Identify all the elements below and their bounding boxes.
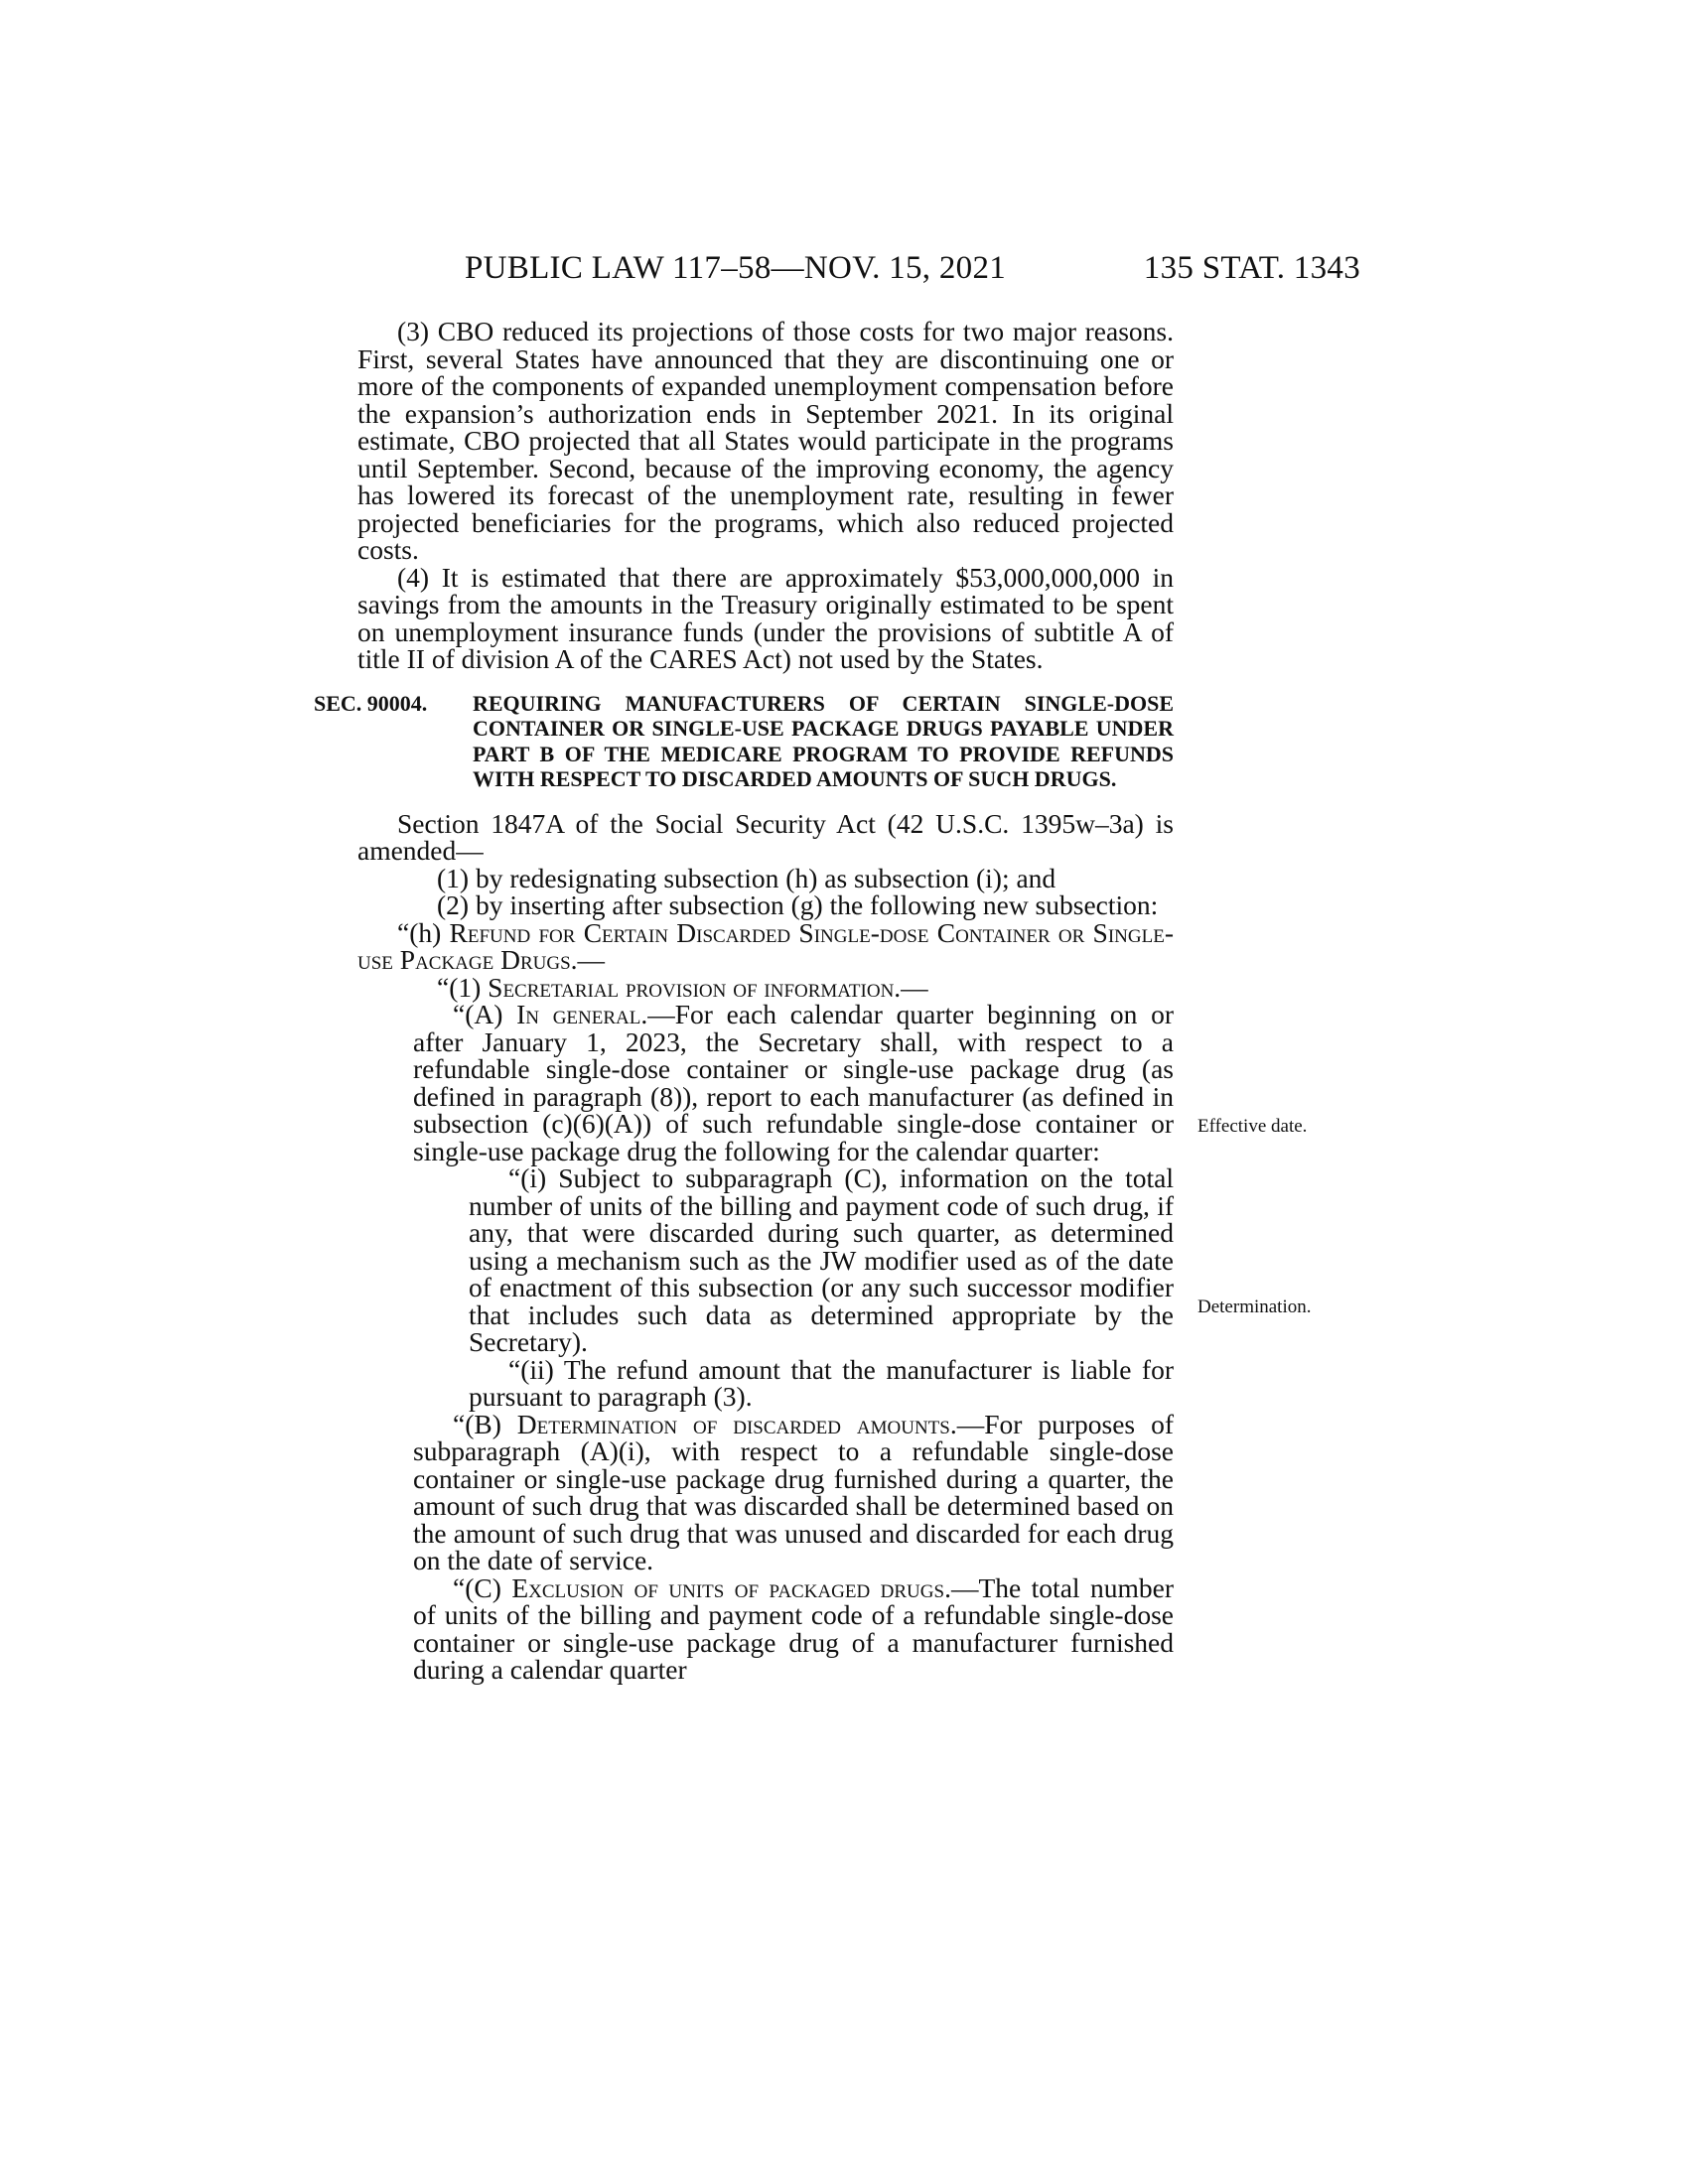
- subparagraph-b-text: For purposes of subparagraph (A)(i), with respect to a refundable single-dose container or single-use package drug furnished during a quarter, the amount of such drug that was discarded shall be determined based on the amount of such drug that was unused and discarded for each drug on the date of service.: [413, 1408, 1174, 1575]
- subsection-h-heading: Refund for Certain Discarded Single-dose Container or Single-use Package Drugs.—: [357, 916, 1174, 975]
- stat-page-number: 135 STAT. 1343: [1143, 250, 1360, 286]
- subparagraph-a-heading: In general.—: [516, 999, 675, 1029]
- subparagraph-c-prefix: “(C): [453, 1571, 512, 1603]
- public-law-title: PUBLIC LAW 117–58—NOV. 15, 2021: [465, 250, 1007, 286]
- paragraph-4: (4) It is estimated that there are approximately $53,000,000,000 in savings from the amounts in the Treasury originally estimated to be spent on unemployment insurance funds (under the provisions of subtitle A of title II of division A of the CARES Act) not used by the States.: [357, 561, 1174, 674]
- subparagraph-c: [357, 1571, 1174, 1685]
- page-header: [357, 246, 1360, 290]
- subparagraph-b: [357, 1408, 1174, 1575]
- paragraph-h1-prefix: “(1): [437, 971, 489, 1003]
- subsection-h-prefix: “(h): [397, 916, 450, 948]
- subparagraph-a: [357, 1001, 1174, 1164]
- amendment-item-2: (2) by inserting after subsection (g) the following new subsection:: [437, 889, 1159, 920]
- subsection-h: [357, 916, 1174, 975]
- section-title: REQUIRING MANUFACTURERS OF CERTAIN SINGLE-DOSE CONTAINER OR SINGLE-USE PACKAGE DRUGS PAYABLE UNDER PART B OF THE MEDICARE PROGRAM TO PROVIDE REFUNDS WITH RESPECT TO DISCARDED AMOUNTS OF SUCH DRUGS.: [473, 690, 1174, 791]
- subparagraph-c-text: The total number of units of the billing and payment code of a refundable single-dose container or single-use package drug of a manufacturer furnished during a calendar quarter: [413, 1571, 1174, 1685]
- law-body: [314, 316, 1174, 1685]
- section-heading: [314, 690, 1174, 792]
- paragraph-h1-heading: Secretarial provision of information.—: [488, 971, 928, 1003]
- subparagraph-a-text: For each calendar quarter beginning on or after January 1, 2023, the Secretary shall, with respect to a refundable single-dose container or single-use package drug (as defined in paragraph (8)), report to each manufacturer (as defined in subsection (c)(6)(A)) of such refundable single-dose container or single-use package drug the following for the calendar quarter:: [413, 999, 1174, 1166]
- amendment-item-1: (1) by redesignating subsection (h) as subsection (i); and: [437, 862, 1056, 893]
- paragraph-3: (3) CBO reduced its projections of those costs for two major reasons. First, several States have announced that they are discontinuing one or more of the components of expanded unemployment compensation before the expansion’s authorization ends in September 2021. In its original estimate, CBO projected that all States would participate in the programs until September. Second, because of the improving economy, the agency has lowered its forecast of the unemployment rate, resulting in fewer projected beneficiaries for the programs, which also reduced projected costs.: [357, 316, 1174, 565]
- section-intro: Section 1847A of the Social Security Act (42 U.S.C. 1395w–3a) is amended—: [357, 807, 1174, 866]
- section-number: SEC. 90004.: [314, 690, 428, 716]
- subparagraph-c-heading: Exclusion of units of packaged drugs.—: [511, 1571, 979, 1603]
- clause-i: “(i) Subject to subparagraph (C), information on the total number of units of the billing and payment code of such drug, if any, that were discarded during such quarter, as determined using a mechanism such as the JW modifier used as of the date of enactment of this subsection (or any such successor modifier that includes such data as determined appropriate by the Secretary).: [469, 1162, 1174, 1357]
- margin-note-effective-date: Effective date.: [1197, 1116, 1308, 1137]
- subparagraph-b-prefix: “(B): [453, 1408, 517, 1439]
- subparagraph-a-prefix: “(A): [453, 999, 517, 1029]
- clause-ii: “(ii) The refund amount that the manufacturer is liable for pursuant to paragraph (3).: [469, 1353, 1174, 1412]
- subparagraph-b-heading: Determination of discarded amounts.—: [516, 1408, 985, 1439]
- margin-note-determination: Determination.: [1197, 1297, 1312, 1317]
- paragraph-h1: [357, 971, 1174, 1003]
